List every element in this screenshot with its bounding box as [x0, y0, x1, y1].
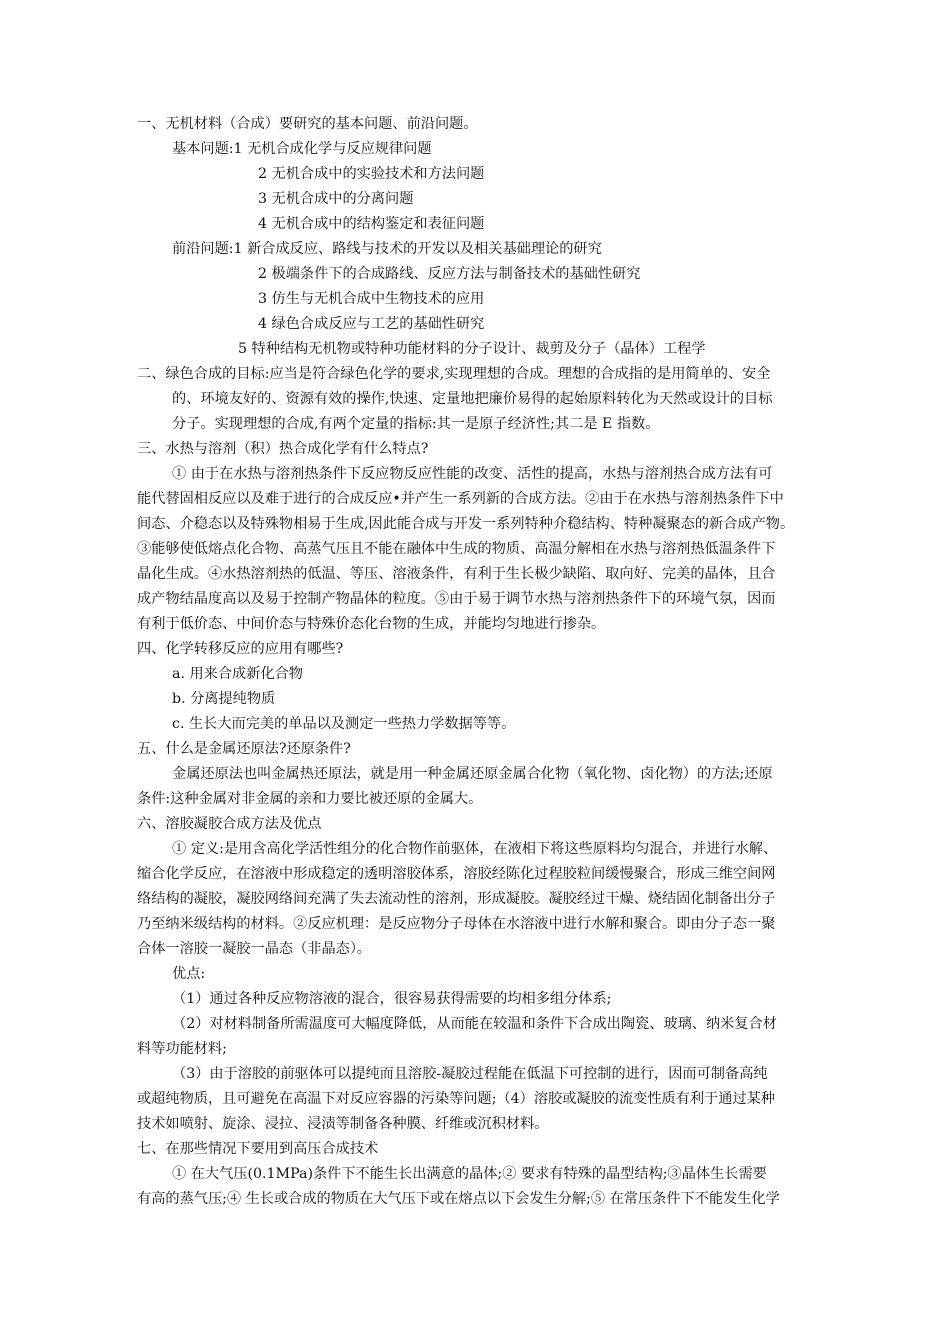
paragraph-line: ① 由于在水热与溶剂热条件下反应物反应性能的改变、活性的提高，水热与溶剂热合成方法有可: [172, 466, 773, 482]
list-item: b. 分离提纯物质: [172, 691, 276, 707]
advantage-item: （2）对材料制备所需温度可大幅度降低，从而能在较温和条件下合成出陶瓷、玻璃、纳米复合材: [172, 1016, 777, 1032]
paragraph-line: 金属还原法也叫金属热还原法，就是用一种金属还原金属合化物（氧化物、卤化物）的方法;还原: [172, 766, 773, 782]
basic-problem-2: 2 无机合成中的实验技术和方法问题: [258, 166, 485, 182]
paragraph-line: 的、环境友好的、资源有效的操作,快速、定量地把廉价易得的起始原料转化为天然或设计的目标: [172, 391, 773, 407]
paragraph-line: 络结构的凝胶，凝胶网络间充满了失去流动性的溶剂，形成凝胶。凝胶经过干燥、烧结固化制备出分子: [137, 891, 776, 907]
advantages-label: 优点:: [172, 966, 206, 982]
heading-5: 五、什么是金属还原法?还原条件?: [137, 741, 351, 757]
list-item: a. 用来合成新化合物: [172, 666, 303, 682]
advantage-item: （1）通过各种反应物溶液的混合，很容易获得需要的均相多组分体系;: [172, 991, 612, 1007]
frontier-problem-4: 4 绿色合成反应与工艺的基础性研究: [258, 316, 485, 332]
heading-1: 一、无机材料（合成）要研究的基本问题、前沿问题。: [137, 116, 478, 132]
paragraph-line: 有高的蒸气压;④ 生长或合成的物质在大气压下或在熔点以下会发生分解;⑤ 在常压条件下不能发生化学: [137, 1191, 780, 1207]
paragraph-line: 间态、介稳态以及特殊物相易于生成,因此能合成与开发一系列特种介稳结构、特种凝聚态的新合成产物。: [137, 516, 795, 532]
heading-3: 三、水热与溶剂（积）热合成化学有什么特点?: [137, 441, 429, 457]
paragraph-line: 缩合化学反应，在溶液中形成稳定的透明溶胶体系，溶胶经陈化过程胶粒间缓慢聚合，形成三维空间网: [137, 866, 776, 882]
paragraph-line: 技术如喷射、旋涂、浸拉、浸渍等制备各种膜、纤维或沉积材料。: [137, 1116, 549, 1132]
paragraph-line: 乃至纳米级结构的材料。②反应机理：是反应物分子母体在水溶液中进行水解和聚合。即由分子态一聚: [137, 916, 776, 932]
paragraph-line: 能代替固相反应以及难于进行的合成反应•并产生一系列新的合成方法。②由于在水热与溶剂热条件下中: [137, 491, 784, 507]
frontier-problem-1: 前沿问题:1 新合成反应、路线与技术的开发以及相关基础理论的研究: [172, 241, 602, 257]
heading-7: 七、在那些情况下要用到高压合成技术: [137, 1141, 379, 1157]
paragraph-line: 料等功能材料;: [137, 1041, 227, 1057]
paragraph-line: 条件:这种金属对非金属的亲和力要比被还原的金属大。: [137, 791, 483, 807]
basic-problem-4: 4 无机合成中的结构鉴定和表征问题: [258, 216, 485, 232]
list-item: c. 生长大而完美的单品以及测定一些热力学数据等等。: [172, 716, 516, 732]
paragraph-line: 或超纯物质，且可避免在高温下对反应容器的污染等问题;（4）溶胶或凝胶的流变性质有利于通过某种: [137, 1091, 776, 1107]
heading-4: 四、化学转移反应的应用有哪些?: [137, 641, 344, 657]
frontier-problem-5: 5 特种结构无机物或特种功能材料的分子设计、裁剪及分子（晶体）工程学: [238, 341, 706, 357]
paragraph-line: 分子。实现理想的合成,有两个定量的指标:其一是原子经济性;其二是 E 指数。: [172, 416, 660, 432]
frontier-problem-2: 2 极端条件下的合成路线、反应方法与制备技术的基础性研究: [258, 266, 641, 282]
heading-6: 六、溶胶凝胶合成方法及优点: [137, 816, 322, 832]
paragraph-line: 合体一溶胶一凝胶一晶态（非晶态）。: [137, 941, 372, 957]
frontier-problem-3: 3 仿生与无机合成中生物技术的应用: [258, 291, 485, 307]
paragraph-line: 有利于低价态、中间价态与特殊价态化台物的生成，并能均匀地进行掺杂。: [137, 616, 606, 632]
paragraph-line: ① 定义:是用含高化学活性组分的化合物作前驱体，在液相下将这些原料均匀混合，并进行水解、: [172, 841, 778, 857]
paragraph-line: ① 在大气压(0.1MPa)条件下不能生长出满意的晶体;② 要求有特殊的晶型结构;③晶体生长需要: [172, 1166, 767, 1182]
basic-problem-3: 3 无机合成中的分离问题: [258, 191, 414, 207]
paragraph-line: ③能够使低熔点化合物、高蒸气压且不能在融体中生成的物质、高温分解相在水热与溶剂热低温条件下: [137, 541, 776, 557]
paragraph-line: 成产物结晶度高以及易于控制产物晶体的粒度。⑤由于易于调节水热与溶剂热条件下的环境气氛，因而: [137, 591, 776, 607]
basic-problem-1: 基本问题:1 无机合成化学与反应规律问题: [172, 141, 432, 157]
heading-2: 二、绿色合成的目标:应当是符合绿色化学的要求,实现理想的合成。理想的合成指的是用简单的、安全: [137, 366, 771, 382]
advantage-item: （3）由于溶胶的前驱体可以提纯而且溶胶-凝胶过程能在低温下可控制的进行，因而可制备高纯: [172, 1066, 768, 1082]
paragraph-line: 晶化生成。④水热溶剂热的低温、等压、溶液条件，有利于生长极少缺陷、取向好、完美的晶体，且合: [137, 566, 776, 582]
